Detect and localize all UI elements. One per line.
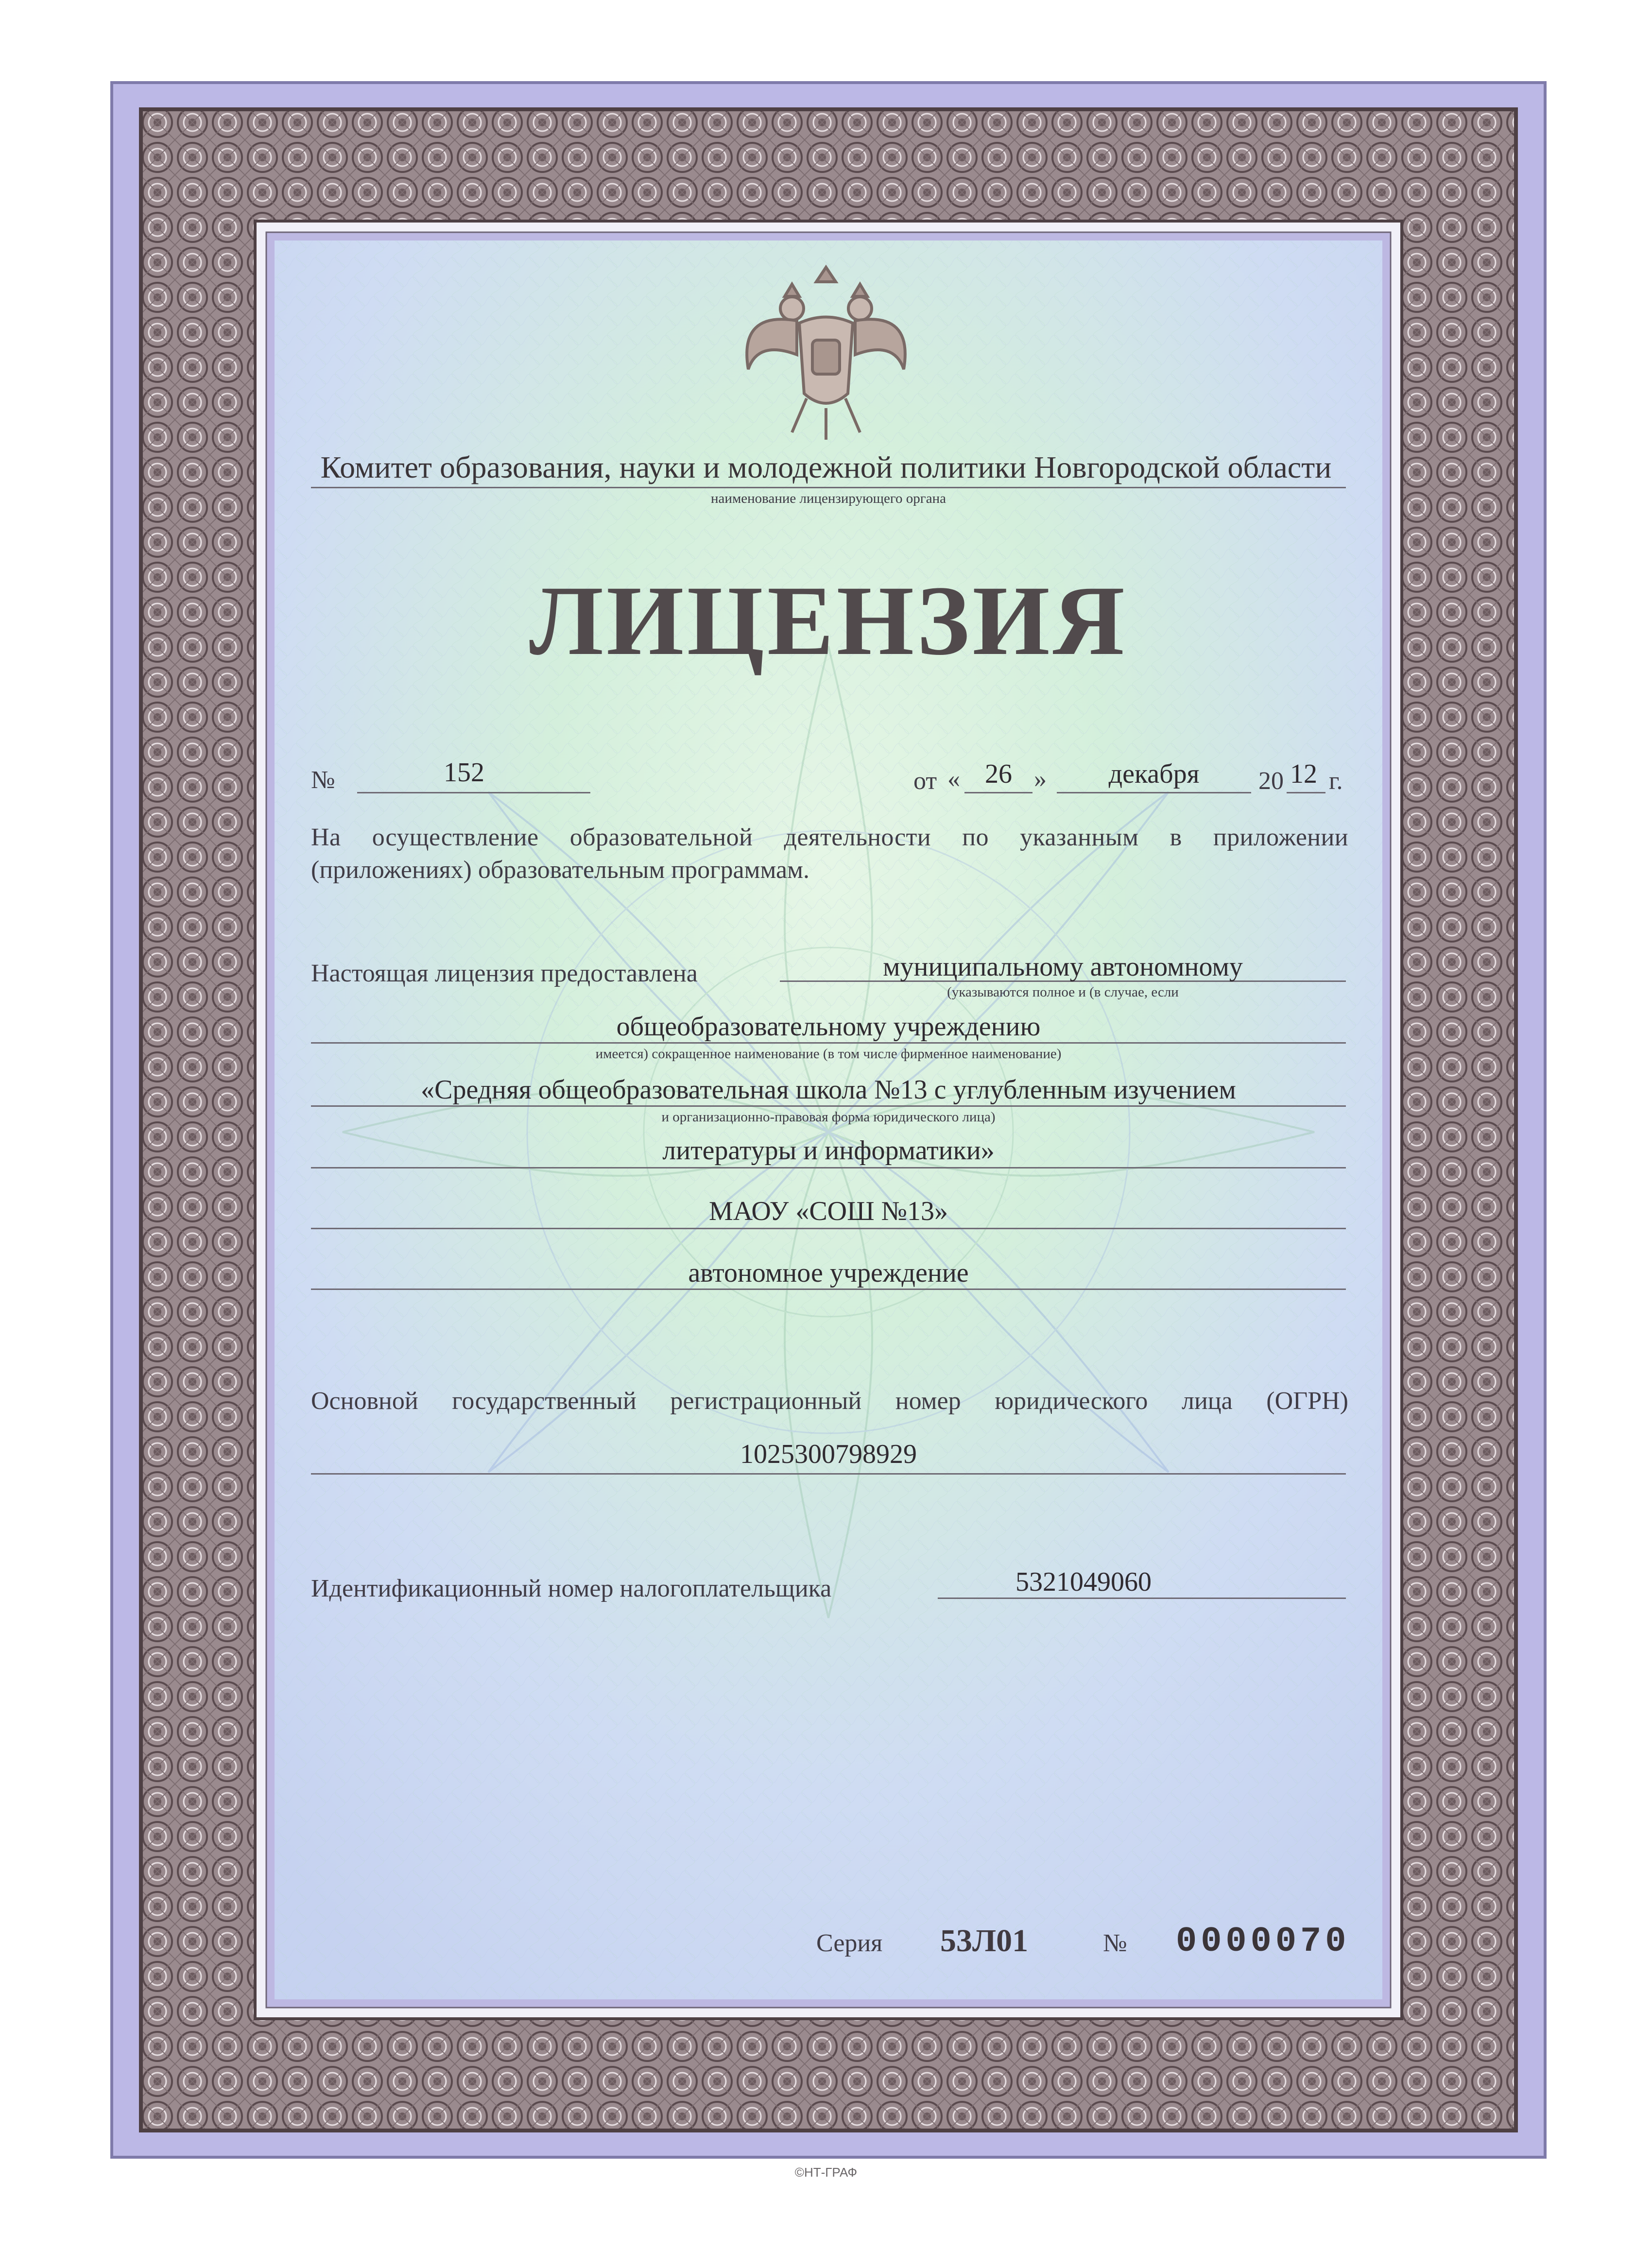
purpose-line-1: На осуществление образовательной деятельности по указанным в приложении xyxy=(311,824,1348,851)
grantee-label: Настоящая лицензия предоставлена xyxy=(311,960,698,987)
month-underline xyxy=(1057,792,1251,793)
number-label: № xyxy=(311,766,335,794)
date-close-quote: » xyxy=(1034,765,1047,793)
grantee-line-1: муниципальному автономному xyxy=(883,952,1243,982)
purpose-line-2: (приложениях) образовательным программам. xyxy=(311,856,810,884)
authority-caption: наименование лицензирующего органа xyxy=(711,491,946,506)
year-unit: г. xyxy=(1329,767,1343,795)
short-name-underline xyxy=(311,1228,1346,1229)
grantee-underline-2 xyxy=(311,1042,1346,1044)
date-open-quote: « xyxy=(947,765,960,793)
date-from-label: от xyxy=(913,767,937,795)
license-month: декабря xyxy=(1108,759,1200,789)
inn-value: 5321049060 xyxy=(1015,1567,1152,1597)
series-number-label: № xyxy=(1103,1929,1127,1957)
number-underline xyxy=(357,792,590,793)
licensing-authority: Комитет образования, науки и молодежной политики Новгородской области xyxy=(320,450,1332,484)
legal-form-underline xyxy=(311,1289,1346,1290)
grantee-line-2: общеобразовательному учреждению xyxy=(616,1012,1041,1042)
grantee-underline-3 xyxy=(311,1105,1346,1107)
printer-imprint: ©НТ-ГРАФ xyxy=(794,2165,858,2180)
inn-underline xyxy=(938,1598,1346,1599)
grantee-caption-2: имеется) сокращенное наименование (в том числе фирменное наименование) xyxy=(595,1046,1062,1062)
grantee-caption-3: и организационно-правовая форма юридического лица) xyxy=(661,1109,996,1125)
series-value: 53Л01 xyxy=(940,1923,1029,1959)
inn-label: Идентификационный номер налогоплательщика xyxy=(311,1575,832,1602)
short-name: МАОУ «СОШ №13» xyxy=(708,1196,948,1226)
license-day: 26 xyxy=(985,759,1012,789)
grantee-line-3: «Средняя общеобразовательная школа №13 с углубленным изучением xyxy=(421,1075,1236,1105)
series-label: Серия xyxy=(816,1929,883,1957)
legal-form: автономное учреждение xyxy=(688,1258,969,1288)
license-year: 12 xyxy=(1290,759,1317,789)
grantee-caption-1: (указываются полное и (в случае, если xyxy=(947,984,1179,1000)
year-underline xyxy=(1287,792,1325,793)
grantee-line-4: литературы и информатики» xyxy=(662,1135,995,1166)
license-number: 152 xyxy=(444,757,484,788)
series-number: 0000070 xyxy=(1176,1922,1350,1961)
ogrn-label: Основной государственный регистрационный номер юридического лица (ОГРН) xyxy=(311,1387,1348,1415)
ogrn-underline xyxy=(311,1473,1346,1475)
year-prefix: 20 xyxy=(1258,767,1284,795)
authority-underline xyxy=(311,487,1346,488)
day-underline xyxy=(964,792,1032,793)
grantee-underline-4 xyxy=(311,1167,1346,1168)
document-title: ЛИЦЕНЗИЯ xyxy=(529,566,1128,676)
ogrn-value: 1025300798929 xyxy=(740,1439,917,1469)
